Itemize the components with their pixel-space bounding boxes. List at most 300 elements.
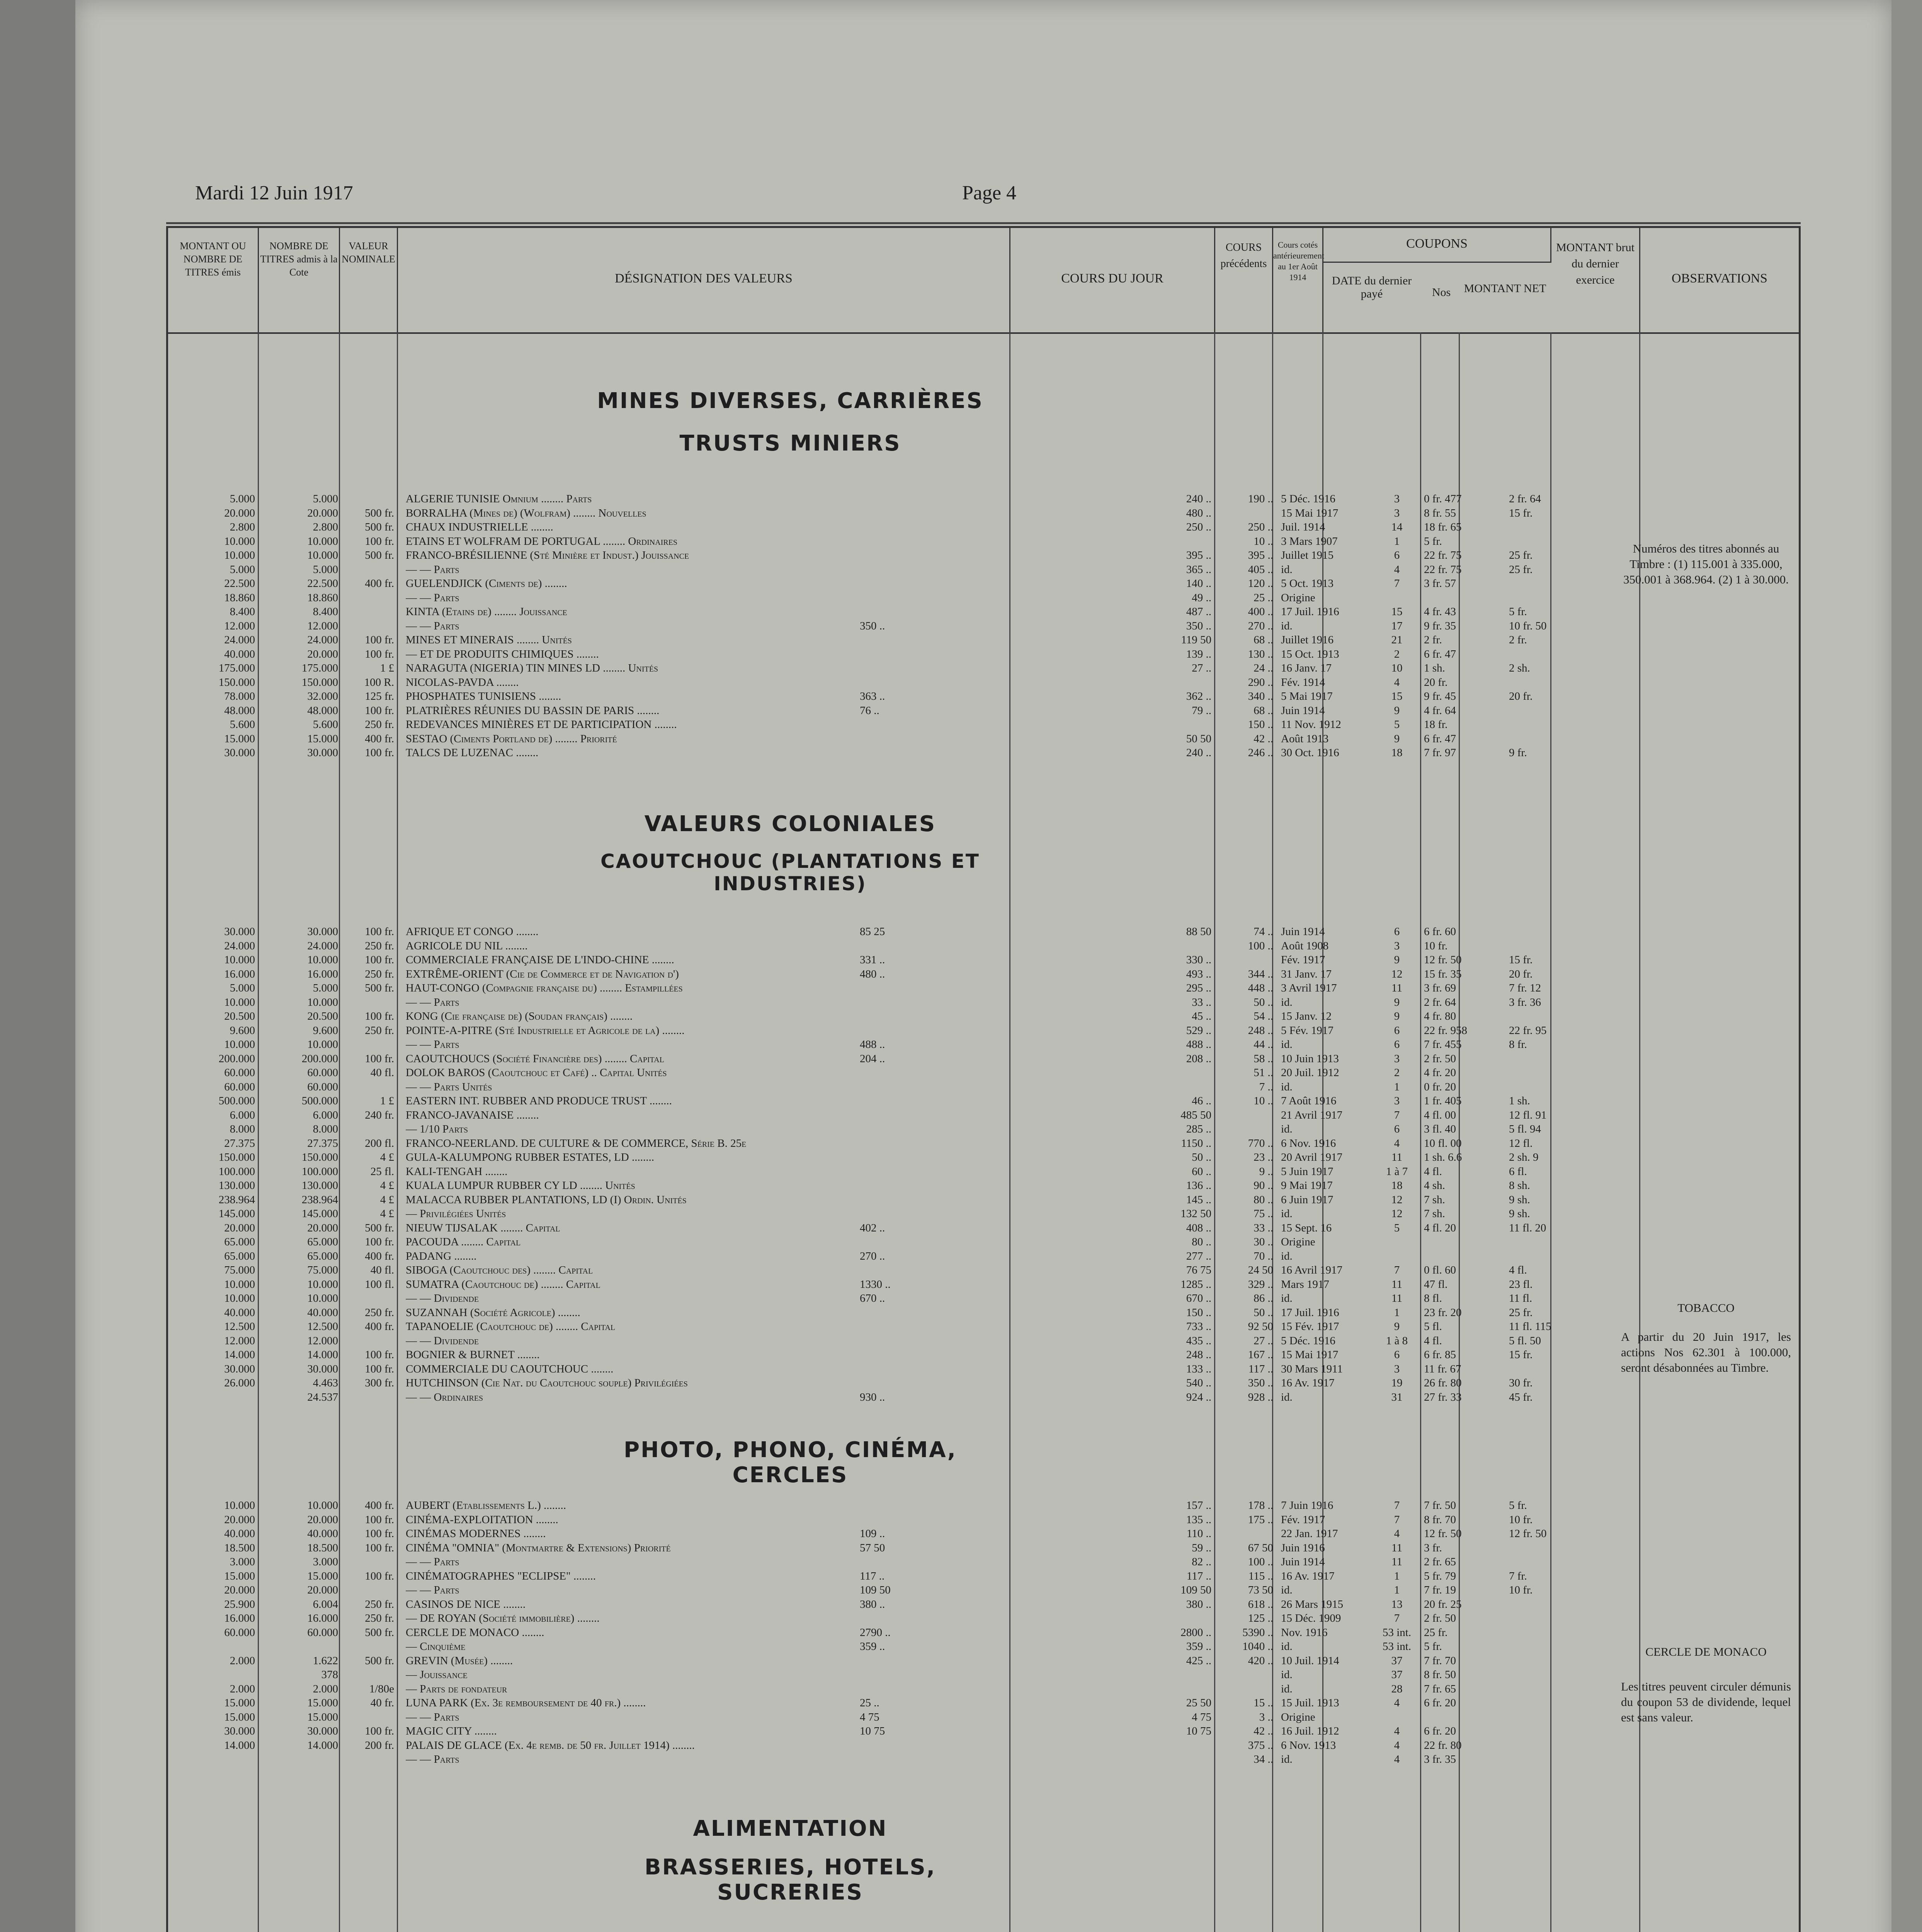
cell-nombre: 15.000 (307, 732, 338, 745)
cell-designation: MINES ET MINERAIS ........ Unités (406, 634, 572, 646)
table-row (168, 1584, 1799, 1598)
cell-coupon-date: Juillet 1916 (1281, 634, 1334, 646)
cell-coupon-numero: 1 à 7 (1386, 1165, 1408, 1178)
cell-montant: 24.000 (224, 939, 255, 952)
cell-montant: 65.000 (224, 1250, 255, 1262)
cell-designation: BORRALHA (Mines de) (Wolfram) ........ Nouvelles (406, 507, 646, 519)
cell-cours-jour: 380 .. (860, 1598, 885, 1611)
cell-coupon-date: Juin 1916 (1281, 1541, 1325, 1554)
cell-coupon-numero: 18 (1391, 747, 1403, 759)
cell-montant: 26.000 (224, 1377, 255, 1389)
cell-coupon-date: 31 Janv. 17 (1281, 968, 1332, 980)
observation-tobacco-title: TOBACCO (1677, 1301, 1735, 1315)
cell-cours-anterieurs: 290 .. (1248, 676, 1273, 689)
cell-montant: 10.000 (224, 1499, 255, 1512)
cell-cours-anterieurs: 100 .. (1248, 939, 1273, 952)
cell-valeur: 4 £ (380, 1208, 394, 1220)
cell-montant: 9.600 (230, 1024, 255, 1037)
cell-coupon-montant-net: 4 fl. (1424, 1165, 1442, 1178)
table-row (168, 1024, 1799, 1038)
table-row (168, 1349, 1799, 1362)
cell-valeur: 100 fr. (365, 648, 394, 660)
cell-designation: TAPANOELIE (Caoutchouc de) ........ Capital (406, 1320, 616, 1333)
cell-cours-precedents: 76 75 (1186, 1264, 1211, 1276)
table-row (168, 1725, 1799, 1739)
cell-designation: KALI-TENGAH ........ (406, 1165, 508, 1178)
cell-coupon-numero: 12 (1391, 1193, 1403, 1206)
cell-coupon-date: 15 Déc. 1909 (1281, 1612, 1341, 1624)
cell-designation: SESTAO (Ciments Portland de) ........ Priorité (406, 732, 617, 745)
cell-valeur: 250 fr. (365, 718, 394, 731)
cell-montant-brut: 10 fr. (1509, 1513, 1533, 1526)
cell-cours-jour: 117 .. (860, 1570, 885, 1582)
table-row (168, 1123, 1799, 1137)
cell-coupon-montant-net: 11 fr. 67 (1424, 1362, 1461, 1375)
cell-cours-jour: 350 .. (860, 619, 885, 632)
cell-nombre: 16.000 (307, 968, 338, 980)
cell-nombre: 12.000 (307, 619, 338, 632)
cell-coupon-numero: 4 (1394, 1137, 1400, 1150)
cell-coupon-montant-net: 8 fr. 55 (1424, 507, 1456, 519)
cell-montant: 60.000 (224, 1080, 255, 1093)
cell-coupon-numero: 31 (1391, 1391, 1403, 1403)
cell-coupon-numero: 6 (1394, 549, 1400, 561)
cell-designation: CINÉMAS MODERNES ........ (406, 1527, 546, 1540)
table-row (168, 634, 1799, 648)
cell-coupon-date: id. (1281, 1250, 1293, 1262)
cell-cours-precedents: 4 75 (1192, 1711, 1211, 1723)
cell-nombre: 5.600 (313, 718, 338, 731)
cell-coupon-montant-net: 2 fr. (1424, 634, 1442, 646)
cell-montant-brut: 5 fl. 94 (1509, 1123, 1541, 1135)
cell-cours-precedents: 1150 .. (1181, 1137, 1211, 1150)
cell-coupon-numero: 9 (1394, 704, 1400, 717)
table-row (168, 1222, 1799, 1236)
col-montant: MONTANT OU NOMBRE DE TITRES émis (168, 228, 259, 332)
cell-montant-brut: 11 fl. (1509, 1292, 1532, 1304)
cell-nombre: 3.000 (313, 1556, 338, 1568)
cell-coupon-date: 15 Sept. 16 (1281, 1221, 1332, 1234)
cell-coupon-montant-net: 26 fr. 80 (1424, 1377, 1462, 1389)
cell-coupon-numero: 15 (1391, 690, 1403, 702)
cell-montant-brut: 25 fr. (1509, 549, 1533, 561)
cell-cours-precedents: 487 .. (1186, 605, 1211, 618)
cell-cours-jour: 85 25 (860, 925, 885, 938)
cell-coupon-numero: 7 (1394, 1499, 1400, 1512)
cell-nombre: 4.463 (313, 1377, 338, 1389)
cell-montant-brut: 7 fr. (1509, 1570, 1527, 1582)
cell-designation: SUMATRA (Caoutchouc de) ........ Capital (406, 1278, 600, 1291)
cell-coupon-montant-net: 5 fr. 79 (1424, 1570, 1456, 1582)
cell-coupon-montant-net: 7 fr. 455 (1424, 1038, 1462, 1051)
cell-cours-anterieurs: 770 .. (1248, 1137, 1273, 1150)
cell-coupon-date: 17 Juil. 1916 (1281, 1306, 1339, 1319)
cell-coupon-numero: 11 (1391, 1556, 1402, 1568)
cell-cours-precedents: 110 .. (1186, 1527, 1211, 1540)
cell-designation: — — Parts (406, 1556, 459, 1568)
cell-nombre: 20.500 (307, 1010, 338, 1022)
table-row (168, 1527, 1799, 1541)
cell-cours-anterieurs: 405 .. (1248, 563, 1273, 576)
table-row (168, 940, 1799, 954)
cell-montant: 18.860 (224, 591, 255, 604)
cell-coupon-date: id. (1281, 1292, 1293, 1304)
cell-montant-brut: 11 fl. 115 (1509, 1320, 1551, 1333)
cell-montant: 40.000 (224, 1527, 255, 1540)
cell-cours-precedents: 33 .. (1192, 996, 1211, 1009)
cell-coupon-date: 6 Nov. 1916 (1281, 1137, 1336, 1150)
cell-coupon-numero: 12 (1391, 1208, 1403, 1220)
table-row (168, 1038, 1799, 1052)
table-row (168, 563, 1799, 577)
cell-cours-precedents: 25 50 (1186, 1697, 1211, 1709)
cell-montant: 15.000 (224, 1711, 255, 1723)
cell-cours-anterieurs: 58 .. (1254, 1052, 1273, 1065)
cell-valeur: 250 fr. (365, 939, 394, 952)
quotation-table (166, 226, 1801, 1932)
cell-cours-precedents: 1285 .. (1180, 1278, 1211, 1291)
cell-nombre: 24.000 (307, 939, 338, 952)
cell-montant: 40.000 (224, 648, 255, 660)
cell-nombre: 30.000 (307, 925, 338, 938)
cell-montant: 10.000 (224, 1038, 255, 1051)
cell-valeur: 100 fr. (365, 1725, 394, 1737)
cell-cours-precedents: 133 .. (1186, 1362, 1211, 1375)
cell-coupon-numero: 21 (1391, 634, 1403, 646)
cell-designation: CINÉMATOGRAPHES "ECLIPSE" ........ (406, 1570, 596, 1582)
cell-cours-anterieurs: 74 .. (1254, 925, 1273, 938)
cell-cours-anterieurs: 24 .. (1254, 662, 1273, 674)
cell-valeur: 250 fr. (365, 1612, 394, 1624)
cell-designation: PACOUDA ........ Capital (406, 1236, 521, 1248)
cell-nombre: 60.000 (307, 1066, 338, 1079)
observation-tobacco-text: A partir du 20 Juin 1917, les actions Nos 62.301 à 100.000, seront désabonnées au Timbre. (1621, 1330, 1791, 1374)
cell-nombre: 48.000 (307, 704, 338, 717)
cell-cours-anterieurs: 25 .. (1254, 591, 1273, 604)
cell-cours-precedents: 733 .. (1186, 1320, 1211, 1333)
cell-coupon-numero: 4 (1394, 1527, 1400, 1540)
cell-cours-precedents: 82 .. (1192, 1556, 1211, 1568)
cell-cours-precedents: 670 .. (1186, 1292, 1211, 1304)
cell-coupon-montant-net: 7 fr. 97 (1424, 747, 1456, 759)
cell-montant-brut: 15 fr. (1509, 954, 1533, 966)
cell-cours-precedents: 425 .. (1186, 1654, 1211, 1667)
cell-coupon-numero: 6 (1394, 1123, 1400, 1135)
cell-nombre: 150.000 (301, 676, 338, 689)
cell-montant: 10.000 (224, 535, 255, 548)
cell-valeur: 125 fr. (365, 690, 394, 702)
cell-coupon-montant-net: 10 fr. (1424, 939, 1448, 952)
table-row (168, 747, 1799, 760)
cell-nombre: 9.600 (313, 1024, 338, 1037)
table-row (168, 1081, 1799, 1095)
cell-coupon-numero: 7 (1394, 577, 1400, 590)
col-nombre: NOMBRE DE TITRES admis à la Cote (259, 228, 340, 332)
cell-coupon-date: 6 Juin 1917 (1281, 1193, 1333, 1206)
cell-designation: — — Parts (406, 563, 459, 576)
col-cours-jour: COURS DU JOUR (1010, 228, 1215, 332)
cell-coupon-montant-net: 20 fr. (1424, 676, 1448, 689)
cell-cours-anterieurs: 7 .. (1259, 1080, 1273, 1093)
cell-cours-anterieurs: 80 .. (1254, 1193, 1273, 1206)
cell-cours-precedents: 380 .. (1186, 1598, 1211, 1611)
cell-coupon-date: 15 Mai 1917 (1281, 507, 1339, 519)
cell-cours-precedents: 350 .. (1186, 619, 1211, 632)
section-alimentation-title: ALIMENTATION (693, 1816, 888, 1841)
cell-designation: DOLOK BAROS (Caoutchouc et Café) .. Capital Unités (406, 1066, 667, 1079)
cell-montant: 200.000 (218, 1052, 255, 1065)
cell-montant: 2.000 (230, 1654, 255, 1667)
cell-nombre: 40.000 (307, 1527, 338, 1540)
cell-coupon-montant-net: 0 fr. 477 (1424, 493, 1462, 505)
cell-designation: NICOLAS-PAVDA ........ (406, 676, 519, 689)
cell-coupon-montant-net: 2 fr. 65 (1424, 1556, 1456, 1568)
cell-coupon-date: 11 Nov. 1912 (1281, 718, 1341, 731)
cell-nombre: 175.000 (301, 662, 338, 674)
cell-coupon-numero: 37 (1391, 1654, 1403, 1667)
cell-nombre: 6.000 (313, 1109, 338, 1121)
cell-coupon-numero: 1 (1394, 1570, 1400, 1582)
cell-cours-jour: 363 .. (860, 690, 885, 702)
cell-coupon-montant-net: 47 fl. (1424, 1278, 1448, 1291)
cell-coupon-date: Juin 1914 (1281, 925, 1325, 938)
cell-coupon-montant-net: 15 fr. 35 (1424, 968, 1462, 980)
cell-coupon-montant-net: 3 fr. 57 (1424, 577, 1456, 590)
cell-cours-jour: 2790 .. (860, 1626, 891, 1639)
cell-valeur: 100 fr. (365, 1527, 394, 1540)
cell-cours-precedents: 277 .. (1186, 1250, 1211, 1262)
cell-coupon-date: id. (1281, 1640, 1293, 1653)
cell-designation: CASINOS DE NICE ........ (406, 1598, 526, 1611)
cell-coupon-montant-net: 18 fr. (1424, 718, 1448, 731)
cell-cours-anterieurs: 42 .. (1254, 732, 1273, 745)
cell-cours-anterieurs: 10 .. (1254, 1095, 1273, 1107)
cell-coupon-date: Juin 1914 (1281, 1556, 1325, 1568)
cell-montant: 8.400 (230, 605, 255, 618)
table-row (168, 968, 1799, 982)
cell-valeur: 400 fr. (365, 732, 394, 745)
cell-nombre: 2.800 (313, 521, 338, 533)
cell-coupon-numero: 9 (1394, 1320, 1400, 1333)
cell-cours-jour: 4 75 (860, 1711, 879, 1723)
cell-coupon-numero: 11 (1391, 1278, 1402, 1291)
cell-coupon-montant-net: 4 fl. 00 (1424, 1109, 1456, 1121)
cell-montant-brut: 8 fr. (1509, 1038, 1527, 1051)
cell-designation: EXTRÊME-ORIENT (Cie de Commerce et de Navigation d') (406, 968, 679, 980)
cell-designation: COMMERCIALE FRANÇAISE DE L'INDO-CHINE ........ (406, 954, 674, 966)
cell-coupon-montant-net: 10 fl. 00 (1424, 1137, 1462, 1150)
cell-montant-brut: 10 fr. 50 (1509, 619, 1547, 632)
cell-montant-brut: 12 fl. (1509, 1137, 1533, 1150)
cell-montant-brut: 45 fr. (1509, 1391, 1533, 1403)
cell-nombre: 18.500 (307, 1541, 338, 1554)
cell-cours-precedents: 49 .. (1192, 591, 1211, 604)
cell-cours-precedents: 132 50 (1180, 1208, 1211, 1220)
cell-designation: — — Parts (406, 1038, 459, 1051)
cell-coupon-numero: 4 (1394, 563, 1400, 576)
cell-montant-brut: 2 sh. 9 (1509, 1151, 1539, 1163)
cell-coupon-montant-net: 4 fr. 80 (1424, 1010, 1456, 1022)
cell-coupon-date: 10 Juin 1913 (1281, 1052, 1339, 1065)
cell-montant-brut: 20 fr. (1509, 968, 1533, 980)
page-date: Mardi 12 Juin 1917 (195, 182, 353, 204)
cell-coupon-montant-net: 6 fr. 47 (1424, 648, 1456, 660)
cell-valeur: 100 fr. (365, 1052, 394, 1065)
cell-coupon-numero: 3 (1394, 1052, 1400, 1065)
cell-montant: 12.000 (224, 1334, 255, 1347)
cell-coupon-date: 3 Avril 1917 (1281, 982, 1337, 994)
cell-montant: 8.000 (230, 1123, 255, 1135)
cell-nombre: 16.000 (307, 1612, 338, 1624)
cell-montant-brut: 15 fr. (1509, 507, 1533, 519)
cell-nombre: 27.375 (307, 1137, 338, 1150)
cell-cours-precedents: 485 50 (1180, 1109, 1211, 1121)
cell-coupon-numero: 14 (1391, 521, 1403, 533)
cell-montant-brut: 1 sh. (1509, 1095, 1530, 1107)
cell-coupon-numero: 2 (1394, 648, 1400, 660)
cell-valeur: 500 fr. (365, 1221, 394, 1234)
cell-montant: 20.000 (224, 1513, 255, 1526)
table-row (168, 1306, 1799, 1320)
table-row (168, 718, 1799, 732)
cell-valeur: 25 fl. (370, 1165, 394, 1178)
cell-cours-jour: 109 .. (860, 1527, 885, 1540)
cell-cours-jour: 204 .. (860, 1052, 885, 1065)
cell-cours-anterieurs: 248 .. (1248, 1024, 1273, 1037)
table-row (168, 507, 1799, 521)
cell-nombre: 5.000 (313, 563, 338, 576)
cell-coupon-montant-net: 5 fl. (1424, 1320, 1442, 1333)
cell-designation: SUZANNAH (Société Agricole) ........ (406, 1306, 580, 1319)
cell-valeur: 250 fr. (365, 968, 394, 980)
cell-coupon-date: id. (1281, 1123, 1293, 1135)
cell-coupon-montant-net: 4 fl. (1424, 1334, 1442, 1347)
cell-designation: — — Ordinaires (406, 1391, 483, 1403)
cell-coupon-date: 15 Oct. 1913 (1281, 648, 1339, 660)
cell-cours-anterieurs: 68 .. (1254, 634, 1273, 646)
cell-cours-anterieurs: 190 .. (1248, 493, 1273, 505)
cell-montant-brut: 2 fr. 64 (1509, 493, 1541, 505)
table-row (168, 1320, 1799, 1334)
cell-cours-precedents: 480 .. (1186, 507, 1211, 519)
col-montant-brut: MONTANT brut du dernier exercice (1551, 228, 1640, 332)
cell-coupon-numero: 1 (1394, 1080, 1400, 1093)
cell-coupon-montant-net: 4 fl. 20 (1424, 1221, 1456, 1234)
table-row (168, 1612, 1799, 1626)
cell-valeur: 100 fr. (365, 747, 394, 759)
cell-cours-precedents: 250 .. (1186, 521, 1211, 533)
cell-montant: 5.000 (230, 982, 255, 994)
cell-nombre: 60.000 (307, 1626, 338, 1639)
cell-coupon-numero: 10 (1391, 662, 1403, 674)
cell-coupon-numero: 3 (1394, 493, 1400, 505)
cell-cours-precedents: 140 .. (1186, 577, 1211, 590)
cell-valeur: 500 fr. (365, 1626, 394, 1639)
cell-valeur: 4 £ (380, 1193, 394, 1206)
cell-coupon-numero: 53 int. (1382, 1626, 1412, 1639)
cell-valeur: 250 fr. (365, 1024, 394, 1037)
table-row (168, 577, 1799, 591)
cell-coupon-numero: 3 (1394, 939, 1400, 952)
cell-coupon-numero: 7 (1394, 1264, 1400, 1276)
col-montant-net: MONTANT NET (1464, 282, 1546, 295)
cell-coupon-numero: 4 (1394, 1725, 1400, 1737)
cell-cours-precedents: 117 .. (1186, 1570, 1211, 1582)
cell-nombre: 150.000 (301, 1151, 338, 1163)
cell-coupon-date: id. (1281, 1584, 1293, 1596)
table-row (168, 1668, 1799, 1682)
table-row (168, 954, 1799, 968)
cell-cours-precedents: 136 .. (1186, 1179, 1211, 1192)
table-row (168, 1683, 1799, 1697)
cell-cours-anterieurs: 67 50 (1248, 1541, 1273, 1554)
cell-designation: PALAIS DE GLACE (Ex. 4e remb. de 50 fr. Juillet 1914) ........ (406, 1739, 695, 1752)
cell-montant-brut: 23 fl. (1509, 1278, 1533, 1291)
cell-coupon-montant-net: 23 fr. 20 (1424, 1306, 1462, 1319)
cell-cours-precedents: 924 .. (1186, 1391, 1211, 1403)
cell-cours-precedents: 119 50 (1181, 634, 1211, 646)
cell-coupon-montant-net: 7 sh. (1424, 1193, 1445, 1206)
top-rule (166, 222, 1801, 224)
table-row (168, 1053, 1799, 1066)
cell-designation: — — Parts (406, 1711, 459, 1723)
cell-coupon-date: Juil. 1914 (1281, 521, 1325, 533)
cell-nombre: 130.000 (301, 1179, 338, 1192)
cell-designation: FRANCO-JAVANAISE ........ (406, 1109, 539, 1121)
cell-coupon-date: 22 Jan. 1917 (1281, 1527, 1338, 1540)
table-row (168, 1194, 1799, 1208)
cell-coupon-date: 16 Av. 1917 (1281, 1377, 1335, 1389)
cell-coupon-date: 16 Juil. 1912 (1281, 1725, 1339, 1737)
cell-designation: NARAGUTA (NIGERIA) TIN MINES LD ........ Unités (406, 662, 658, 674)
cell-cours-jour: 488 .. (860, 1038, 885, 1051)
cell-designation: COMMERCIALE DU CAOUTCHOUC ........ (406, 1362, 614, 1375)
table-row (168, 1598, 1799, 1612)
cell-nombre: 10.000 (307, 996, 338, 1009)
cell-nombre: 500.000 (301, 1095, 338, 1107)
cell-cours-precedents: 27 .. (1192, 662, 1211, 674)
cell-coupon-montant-net: 20 fr. 25 (1424, 1598, 1462, 1611)
table-row (168, 1711, 1799, 1725)
table-row (168, 620, 1799, 634)
cell-coupon-numero: 3 (1394, 1095, 1400, 1107)
cell-cours-precedents: 330 .. (1186, 954, 1211, 966)
cell-cours-anterieurs: 54 .. (1254, 1010, 1273, 1022)
cell-valeur: 1/80e (369, 1682, 394, 1695)
table-row (168, 521, 1799, 535)
cell-cours-anterieurs: 400 .. (1248, 605, 1273, 618)
table-row (168, 925, 1799, 939)
cell-designation: — — Parts (406, 1584, 459, 1596)
cell-cours-precedents: 50 50 (1186, 732, 1211, 745)
cell-valeur: 40 fl. (370, 1066, 394, 1079)
cell-designation: PADANG ........ (406, 1250, 477, 1262)
table-row (168, 1556, 1799, 1570)
cell-nombre: 30.000 (307, 1362, 338, 1375)
cell-designation: KUALA LUMPUR RUBBER CY LD ........ Unités (406, 1179, 635, 1192)
section-coloniales-title: VALEURS COLONIALES (644, 811, 936, 837)
cell-cours-jour: 402 .. (860, 1221, 885, 1234)
table-row (168, 662, 1799, 676)
cell-montant: 150.000 (218, 1151, 255, 1163)
cell-cours-precedents: 540 .. (1186, 1377, 1211, 1389)
table-row (168, 1010, 1799, 1024)
table-row (168, 690, 1799, 704)
cell-cours-anterieurs: 86 .. (1254, 1292, 1273, 1304)
cell-coupon-date: 30 Mars 1911 (1281, 1362, 1343, 1375)
cell-nombre: 65.000 (307, 1250, 338, 1262)
cell-coupon-numero: 12 (1391, 968, 1403, 980)
